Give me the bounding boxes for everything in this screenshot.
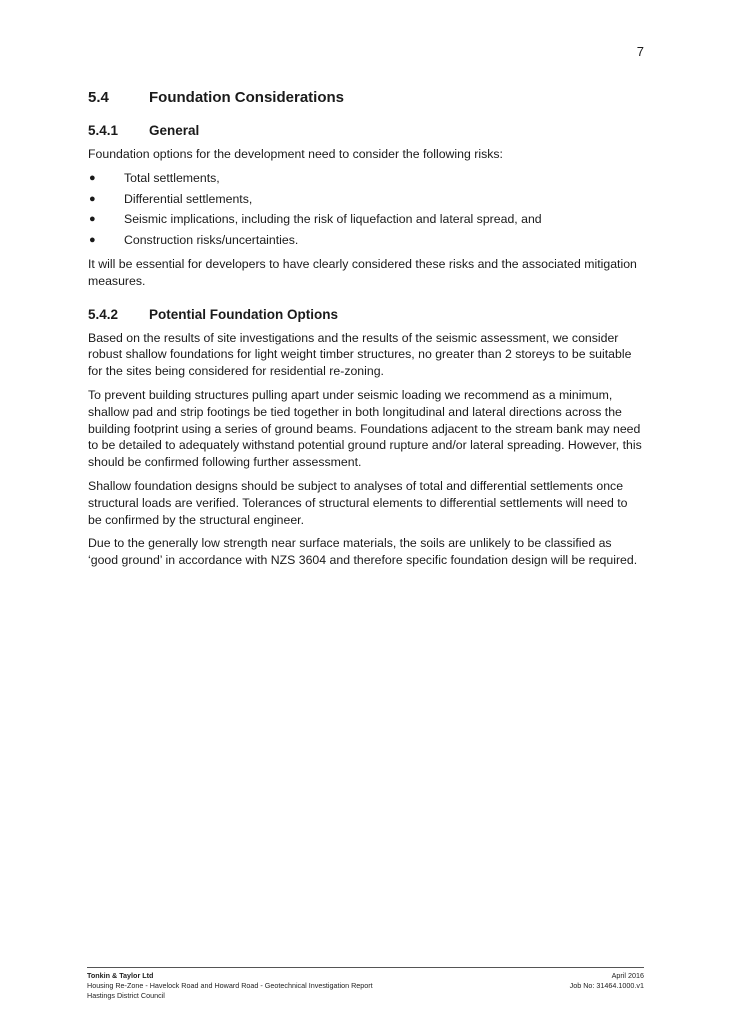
subsection-number: 5.4.2 [88,306,119,322]
footer-client: Hastings District Council [87,991,165,1000]
options-paragraph: Due to the generally low strength near surface materials, the soils are unlikely to be classified as ‘good ground’ in accordance with NZS 3604 and therefore specific foundation design will be required. [88,536,638,568]
footer-report-title: Housing Re-Zone - Havelock Road and Howard Road - Geotechnical Investigation Report [87,981,373,990]
list-item-text: Construction risks/uncertainties. [124,233,299,248]
general-closing-paragraph: It will be essential for developers to have clearly considered these risks and the associated mitigation measures. [88,256,637,288]
subsection-title: Potential Foundation Options [149,306,338,322]
section-heading [88,88,644,108]
risk-list [88,170,644,249]
options-paragraph: Based on the results of site investigations and the results of the seismic assessment, we consider robust shallow foundations for light weight timber structures, no greater than 2 storeys to be suitable for the sites being considered for residential re-zoning. [88,330,632,379]
list-item-text: Total settlements, [124,170,220,185]
list-item [88,191,644,208]
section-number: 5.4 [88,89,109,106]
section-title: Foundation Considerations [149,89,344,106]
footer-job-number: Job No: 31464.1000.v1 [569,981,644,990]
page-number: 7 [636,44,644,59]
footer-company: Tonkin & Taylor Ltd [87,971,154,980]
subsection-heading-options [88,306,644,324]
list-item [88,232,644,249]
options-paragraph: Shallow foundation designs should be subject to analyses of total and differential settlements once structural loads are verified. Tolerances of structural elements to differential settlements will need to be confirmed by the structural engineer. [88,478,628,527]
bullet-icon: ● [89,192,96,205]
bullet-icon: ● [89,234,96,247]
document-body [88,88,644,576]
list-item [88,170,644,187]
subsection-heading-general [88,122,644,140]
list-item-text: Differential settlements, [124,191,253,206]
options-paragraph: To prevent building structures pulling apart under seismic loading we recommend as a minimum, shallow pad and strip footings be tied together in both longitudinal and lateral directions across the building footprint using a series of ground beams. Foundations adjacent to the stream bank may need to be detailed to adequately withstand potential ground rupture and/or lateral spreading. However, this should be confirmed following further assessment. [88,387,642,470]
footer-date: April 2016 [611,971,644,980]
page-footer [87,967,644,1001]
list-item-text: Seismic implications, including the risk of liquefaction and lateral spread, and [124,212,542,227]
list-item [88,211,644,228]
bullet-icon: ● [89,171,96,184]
subsection-title: General [149,123,200,138]
bullet-icon: ● [89,213,96,226]
subsection-number: 5.4.1 [88,123,119,138]
general-intro-paragraph: Foundation options for the development need to consider the following risks: [88,147,503,161]
